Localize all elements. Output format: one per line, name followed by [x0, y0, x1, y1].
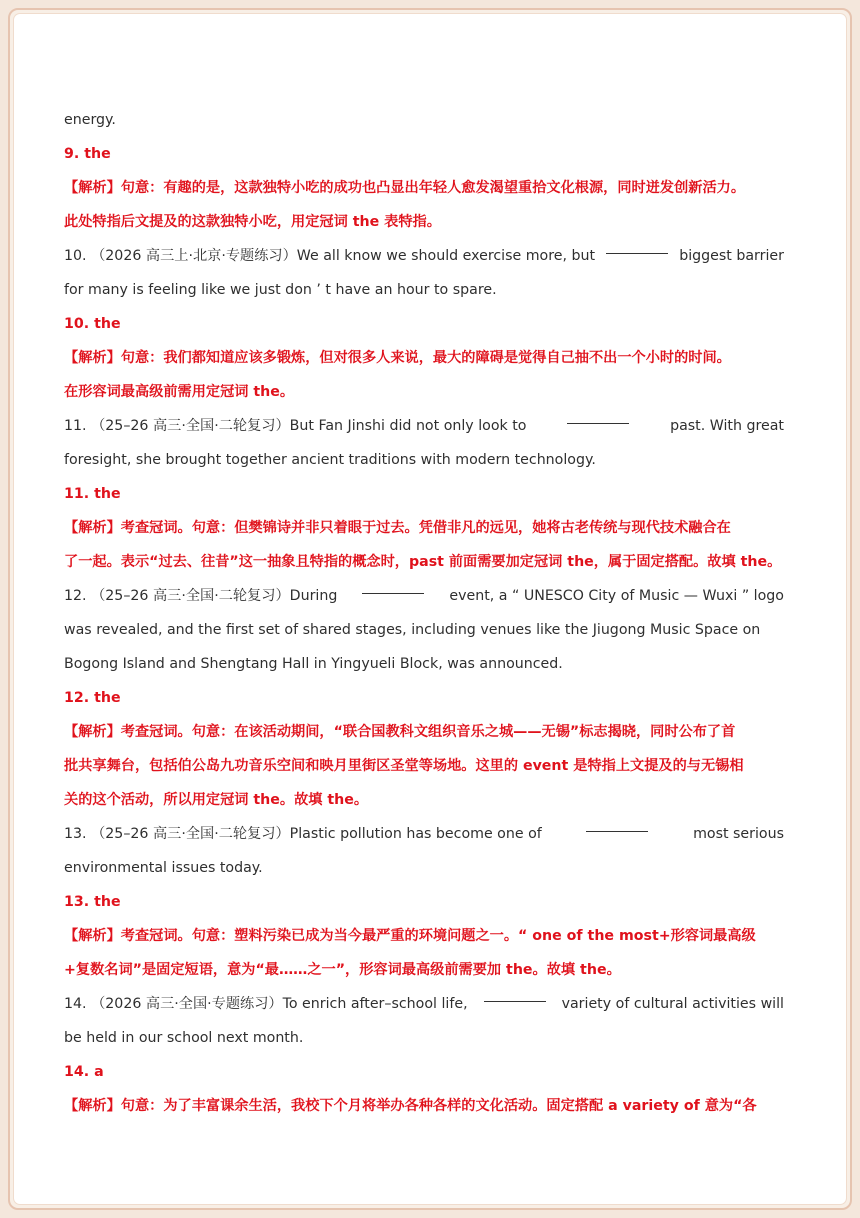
answer-key — [64, 137, 784, 171]
question-text: 10. （2026 高三上·北京·专题练习）We all know we should exercise more, but — [64, 248, 596, 264]
answer-blank — [362, 579, 424, 594]
answer-blank — [567, 409, 629, 424]
explanation-line — [64, 1089, 784, 1123]
body-line — [64, 851, 784, 885]
explanation-text: 【解析】句意：有趣的是，这款独特小吃的成功也凸显出年轻人愈发渴望重拾文化根源，同时迸发创新活力。 — [64, 180, 746, 196]
question-text: 13. （25–26 高三·全国·二轮复习）Plastic pollution has become one of — [64, 826, 542, 842]
document-content — [64, 103, 784, 1123]
body-text: foresight, she brought together ancient traditions with modern technology. — [64, 452, 596, 468]
body-line — [64, 103, 784, 137]
question-text-continued: most serious — [693, 826, 784, 842]
explanation-text: 此处特指后文提及的这款独特小吃，用定冠词 the 表特指。 — [64, 214, 441, 230]
explanation-text: 批共享舞台，包括伯公岛九功音乐空间和映月里街区圣堂等场地。这里的 event 是特指上文提及的与无锡相 — [64, 758, 744, 774]
explanation-text: 关的这个活动，所以用定冠词 the。故填 the。 — [64, 792, 369, 808]
answer-text: 12. the — [64, 690, 121, 706]
question-line — [64, 579, 784, 613]
body-line — [64, 613, 784, 647]
explanation-text: 【解析】考查冠词。句意：在该活动期间，“联合国教科文组织音乐之城——无锡”标志揭晓，同时公布了首 — [64, 724, 736, 740]
body-text: be held in our school next month. — [64, 1030, 304, 1046]
explanation-line — [64, 715, 784, 749]
answer-blank — [586, 817, 648, 832]
answer-key — [64, 1055, 784, 1089]
explanation-text: 【解析】句意：我们都知道应该多锻炼，但对很多人来说，最大的障碍是觉得自己抽不出一个小时的时间。 — [64, 350, 731, 366]
question-text-continued: biggest barrier — [679, 248, 784, 264]
answer-blank — [606, 239, 668, 254]
explanation-line — [64, 783, 784, 817]
explanation-text: 【解析】考查冠词。句意：但樊锦诗并非只着眼于过去。凭借非凡的远见，她将古老传统与现代技术融合在 — [64, 520, 731, 536]
explanation-line — [64, 205, 784, 239]
body-line — [64, 273, 784, 307]
question-text-continued: event, a “ UNESCO City of Music — Wuxi ” logo — [449, 588, 784, 604]
explanation-line — [64, 375, 784, 409]
question-text-continued: past. With great — [670, 418, 784, 434]
question-text: 14. （2026 高三·全国·专题练习）To enrich after–school life, — [64, 996, 468, 1012]
answer-text: 9. the — [64, 146, 111, 162]
body-text: was revealed, and the first set of shared stages, including venues like the Jiugong Music Space on — [64, 622, 761, 638]
explanation-text: 【解析】考查冠词。句意：塑料污染已成为当今最严重的环境问题之一。“ one of the most+形容词最高级 — [64, 928, 756, 944]
body-text: for many is feeling like we just don ’ t have an hour to spare. — [64, 282, 497, 298]
question-text: 12. （25–26 高三·全国·二轮复习）During — [64, 588, 338, 604]
question-line — [64, 239, 784, 273]
answer-text: 11. the — [64, 486, 121, 502]
answer-text: 13. the — [64, 894, 121, 910]
question-line — [64, 987, 784, 1021]
explanation-line — [64, 341, 784, 375]
answer-text: 10. the — [64, 316, 121, 332]
explanation-line — [64, 749, 784, 783]
answer-blank — [484, 987, 546, 1002]
explanation-line — [64, 953, 784, 987]
explanation-line — [64, 919, 784, 953]
answer-text: 14. a — [64, 1064, 104, 1080]
explanation-text: 了一起。表示“过去、往昔”这一抽象且特指的概念时，past 前面需要加定冠词 the，属于固定搭配。故填 the。 — [64, 554, 782, 570]
explanation-text: +复数名词”是固定短语，意为“最……之一”，形容词最高级前需要加 the。故填 the。 — [64, 962, 621, 978]
answer-key — [64, 307, 784, 341]
answer-key — [64, 681, 784, 715]
question-text: 11. （25–26 高三·全国·二轮复习）But Fan Jinshi did not only look to — [64, 418, 527, 434]
body-text: energy. — [64, 112, 116, 128]
question-line — [64, 817, 784, 851]
explanation-line — [64, 511, 784, 545]
answer-key — [64, 477, 784, 511]
explanation-line — [64, 545, 784, 579]
body-line — [64, 443, 784, 477]
body-text: Bogong Island and Shengtang Hall in Yingyueli Block, was announced. — [64, 656, 563, 672]
question-text-continued: variety of cultural activities will — [561, 996, 784, 1012]
body-text: environmental issues today. — [64, 860, 263, 876]
explanation-text: 【解析】句意：为了丰富课余生活，我校下个月将举办各种各样的文化活动。固定搭配 a variety of 意为“各 — [64, 1098, 757, 1114]
explanation-line — [64, 171, 784, 205]
body-line — [64, 1021, 784, 1055]
body-line — [64, 647, 784, 681]
explanation-text: 在形容词最高级前需用定冠词 the。 — [64, 384, 295, 400]
question-line — [64, 409, 784, 443]
answer-key — [64, 885, 784, 919]
